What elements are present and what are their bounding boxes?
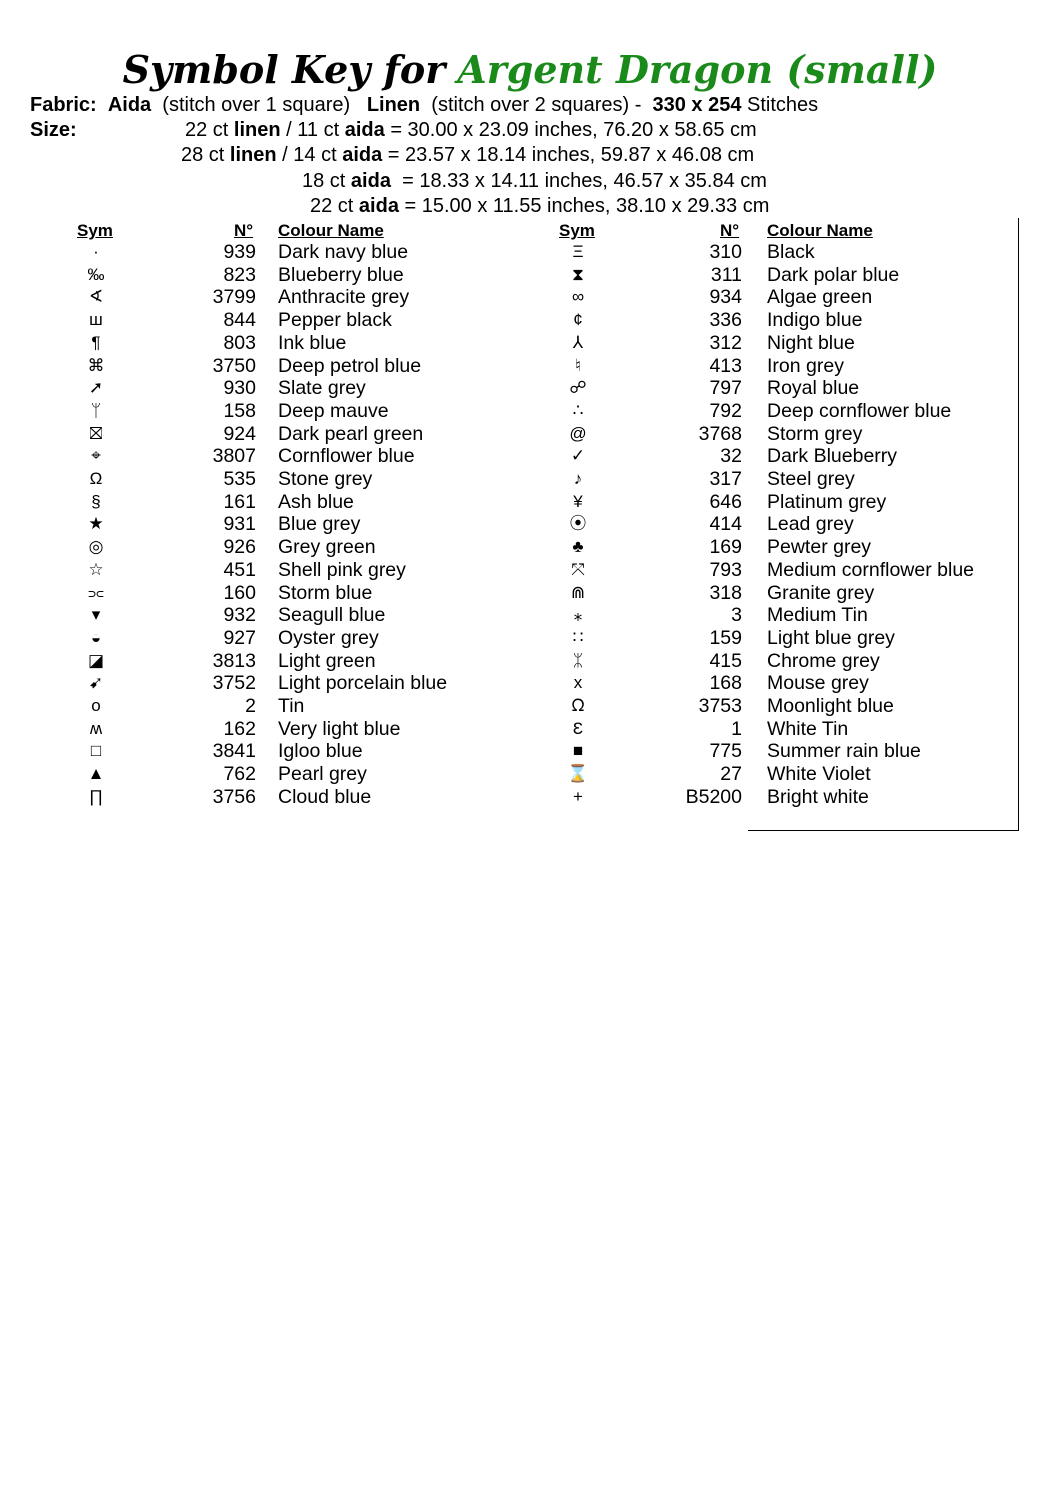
right-row <box>0 740 1060 763</box>
stitch-symbol: ♮ <box>574 355 582 375</box>
stitch-symbol: ♪ <box>573 469 583 488</box>
right-row <box>0 468 1060 491</box>
colour-name: Indigo blue <box>767 309 863 332</box>
right-row <box>0 309 1060 332</box>
thread-number: 934 <box>709 286 742 309</box>
size-line-2-fabric2: aida <box>342 144 383 166</box>
colour-name: Blueberry blue <box>278 263 404 286</box>
thread-number: 2 <box>245 695 256 717</box>
left-header-name: Colour Name <box>278 221 384 240</box>
stitch-symbol: ◪ <box>87 650 105 670</box>
stitch-symbol: ∢ <box>88 287 104 307</box>
colour-name: Granite grey <box>767 581 875 604</box>
thread-number: 3752 <box>212 672 256 695</box>
right-row <box>0 559 1060 582</box>
fabric-linen-note: (stitch over 2 squares) - <box>431 94 642 116</box>
title-pattern-name: Argent Dragon (small) <box>457 47 938 92</box>
thread-number: 535 <box>223 468 256 490</box>
colour-name: Igloo blue <box>278 740 363 763</box>
stitch-symbol: ⛝ <box>89 423 103 443</box>
left-header-num: N° <box>234 221 254 240</box>
size-line-2 <box>181 143 754 167</box>
colour-name: Anthracite grey <box>278 286 410 309</box>
colour-name: Oyster grey <box>278 626 379 649</box>
thread-number: 775 <box>709 740 742 763</box>
colour-name: Lead grey <box>767 513 854 536</box>
colour-name: Summer rain blue <box>767 740 921 763</box>
thread-number: 3750 <box>212 354 256 377</box>
thread-number: 159 <box>709 626 742 649</box>
right-row <box>0 786 1060 809</box>
thread-number: 924 <box>223 422 256 445</box>
stitch-symbol: ⤧ <box>571 559 585 579</box>
stitch-symbol: ▾ <box>91 605 101 625</box>
colour-name: Night blue <box>767 331 855 354</box>
stitch-symbol: ⧗ <box>572 264 584 284</box>
colour-name: Very light blue <box>278 717 401 740</box>
size-line-1-fabric: linen <box>233 119 281 141</box>
colour-name: Stone grey <box>278 468 373 490</box>
right-row <box>0 423 1060 446</box>
thread-number: 930 <box>223 377 256 400</box>
stitch-symbol: ш <box>89 310 103 330</box>
colour-name: Cloud blue <box>278 785 372 808</box>
size-line-1 <box>185 118 757 142</box>
thread-number: 336 <box>709 309 742 332</box>
stitch-symbol: ◎ <box>88 537 104 557</box>
colour-name: Deep cornflower blue <box>767 399 952 422</box>
colour-name: Medium Tin <box>767 604 868 627</box>
stitch-symbol: ⌘ <box>87 355 105 375</box>
stitch-symbol: ∷ <box>572 627 584 647</box>
fabric-linen: Linen <box>366 94 421 116</box>
stitch-symbol: ★ <box>88 514 104 534</box>
colour-name: Mouse grey <box>767 672 869 695</box>
size-line-1-count2: / 11 ct <box>286 119 340 141</box>
thread-number: 158 <box>223 399 256 422</box>
size-line-4 <box>310 194 769 218</box>
thread-number: 932 <box>223 604 256 627</box>
size-line-3-fabric: aida <box>350 170 391 192</box>
thread-number: 3768 <box>698 422 742 445</box>
right-row <box>0 718 1060 741</box>
colour-name: Steel grey <box>767 468 855 490</box>
colour-name: Light green <box>278 649 376 672</box>
stitch-symbol: x <box>573 673 583 693</box>
colour-name: White Violet <box>767 763 871 786</box>
right-row <box>0 650 1060 673</box>
colour-name: Bright white <box>767 785 869 808</box>
stitch-symbol: o <box>91 696 101 715</box>
thread-number: 3 <box>731 604 742 627</box>
fabric-label: Fabric: <box>30 94 97 116</box>
thread-number: 3813 <box>212 649 256 672</box>
stitch-symbol: ⌖ <box>91 446 101 466</box>
colour-name: Cornflower blue <box>278 445 415 468</box>
right-row <box>0 582 1060 605</box>
size-line-2-count: 28 ct <box>181 144 225 166</box>
size-line-1-dims: = 30.00 x 23.09 inches, 76.20 x 58.65 cm <box>390 119 757 141</box>
right-header-num: N° <box>720 221 740 240</box>
stitch-symbol: ʍ <box>89 718 103 738</box>
colour-name: White Tin <box>767 717 849 740</box>
thread-number: 844 <box>223 309 256 332</box>
colour-name: Platinum grey <box>767 490 887 513</box>
thread-number: B5200 <box>685 785 742 808</box>
right-header-sym: Sym <box>559 221 595 240</box>
right-row <box>0 355 1060 378</box>
colour-name: Tin <box>278 695 305 717</box>
stitch-symbol: ⫗ <box>88 582 104 602</box>
stitch-symbol: ➹ <box>88 673 104 693</box>
colour-name: Storm grey <box>767 422 863 445</box>
thread-number: 169 <box>709 536 742 559</box>
thread-number: 413 <box>709 354 742 377</box>
thread-number: 317 <box>709 468 742 490</box>
stitch-symbol: Ω <box>89 469 103 488</box>
right-row <box>0 241 1060 264</box>
stitch-count: 330 x 254 <box>652 94 742 116</box>
right-row <box>0 445 1060 468</box>
colour-name: Seagull blue <box>278 604 386 627</box>
colour-name: Storm blue <box>278 581 373 604</box>
stitch-symbol: ∴ <box>572 400 584 420</box>
stitch-symbol: ᘯ <box>571 696 585 715</box>
colour-name: Deep mauve <box>278 399 389 422</box>
colour-name: Royal blue <box>767 377 860 400</box>
right-row <box>0 763 1060 786</box>
right-row <box>0 672 1060 695</box>
right-row <box>0 332 1060 355</box>
size-line-2-dims: = 23.57 x 18.14 inches, 59.87 x 46.08 cm <box>387 144 755 166</box>
thread-number: 3753 <box>698 695 742 717</box>
fabric-aida-note: (stitch over 1 square) <box>162 94 351 116</box>
stitch-symbol: ✓ <box>570 446 586 466</box>
right-row <box>0 264 1060 287</box>
thread-number: 414 <box>709 513 742 536</box>
thread-number: 27 <box>720 763 742 786</box>
thread-number: 3756 <box>212 785 256 808</box>
colour-name: Pewter grey <box>767 536 872 559</box>
colour-name: Iron grey <box>767 354 844 377</box>
stitch-symbol: ☍ <box>569 378 587 398</box>
colour-name: Medium cornflower blue <box>767 558 975 581</box>
colour-name: Moonlight blue <box>767 695 894 717</box>
thread-number: 793 <box>709 558 742 581</box>
right-row <box>0 491 1060 514</box>
thread-number: 931 <box>223 513 256 536</box>
stitch-symbol: § <box>91 491 101 511</box>
colour-name: Dark polar blue <box>767 263 900 286</box>
colour-name: Light blue grey <box>767 626 895 649</box>
right-row <box>0 604 1060 627</box>
stitch-symbol: ◒ <box>90 627 102 647</box>
thread-number: 803 <box>223 331 256 354</box>
size-line-3 <box>302 169 767 193</box>
thread-number: 161 <box>223 490 256 513</box>
thread-number: 168 <box>709 672 742 695</box>
colour-name: Pepper black <box>278 309 392 332</box>
stitch-symbol: @ <box>569 423 587 443</box>
stitch-symbol: ⅄ <box>572 332 584 352</box>
thread-number: 32 <box>720 445 742 468</box>
size-line-4-dims: = 15.00 x 11.55 inches, 38.10 x 29.33 cm <box>404 195 770 217</box>
stitch-symbol: ☆ <box>88 559 104 579</box>
stitch-symbol: · <box>93 242 99 261</box>
right-row <box>0 286 1060 309</box>
thread-number: 3841 <box>212 740 256 763</box>
stitch-symbol: Ɛ <box>572 718 584 738</box>
stitch-symbol: ⋒ <box>570 582 586 602</box>
thread-number: 3807 <box>212 445 256 468</box>
thread-number: 310 <box>709 241 742 263</box>
size-line-2-fabric: linen <box>229 144 277 166</box>
colour-name: Algae green <box>767 286 873 309</box>
stitch-symbol: ‰ <box>87 264 105 284</box>
table-right-border <box>1018 218 1019 831</box>
thread-number: 415 <box>709 649 742 672</box>
size-line-3-count: 18 ct <box>302 170 346 192</box>
colour-name: Blue grey <box>278 513 361 536</box>
thread-number: 797 <box>709 377 742 400</box>
size-line-4-fabric: aida <box>358 195 399 217</box>
stitch-symbol: ⦿ <box>569 514 587 534</box>
thread-number: 3799 <box>212 286 256 309</box>
thread-number: 927 <box>223 626 256 649</box>
thread-number: 939 <box>223 241 256 263</box>
colour-name: Light porcelain blue <box>278 672 448 695</box>
right-row <box>0 695 1060 718</box>
stitch-symbol: ⌛ <box>567 764 589 784</box>
thread-number: 312 <box>709 331 742 354</box>
colour-name: Grey green <box>278 536 376 559</box>
colour-name: Deep petrol blue <box>278 354 422 377</box>
right-row <box>0 536 1060 559</box>
stitch-symbol: ᛯ <box>572 650 584 670</box>
thread-number: 160 <box>223 581 256 604</box>
size-line-1-fabric2: aida <box>344 119 385 141</box>
right-row <box>0 377 1060 400</box>
size-line-3-dims: = 18.33 x 14.11 inches, 46.57 x 35.84 cm <box>402 170 767 192</box>
thread-number: 318 <box>709 581 742 604</box>
thread-number: 823 <box>223 263 256 286</box>
stitch-symbol: Ξ <box>572 242 584 261</box>
stitch-symbol: ¶ <box>91 332 101 352</box>
table-bottom-border <box>748 830 1019 831</box>
stitch-symbol: ▲ <box>87 764 105 784</box>
colour-name: Pearl grey <box>278 763 367 786</box>
thread-number: 762 <box>223 763 256 786</box>
colour-name: Slate grey <box>278 377 366 400</box>
thread-number: 646 <box>709 490 742 513</box>
fabric-aida: Aida <box>107 94 152 116</box>
right-row <box>0 400 1060 423</box>
colour-name: Shell pink grey <box>278 558 406 581</box>
size-label: Size: <box>30 119 77 141</box>
size-line-2-count2: / 14 ct <box>282 144 337 166</box>
stitch-symbol: ♣ <box>572 537 584 557</box>
stitch-symbol: ∞ <box>571 287 585 307</box>
right-row <box>0 627 1060 650</box>
thread-number: 451 <box>223 558 256 581</box>
stitch-suffix: Stitches <box>747 94 819 116</box>
thread-number: 926 <box>223 536 256 559</box>
thread-number: 311 <box>710 263 742 286</box>
left-header-sym: Sym <box>77 221 113 240</box>
stitch-symbol: □ <box>90 741 102 761</box>
right-row <box>0 513 1060 536</box>
stitch-symbol: ¥ <box>573 491 583 511</box>
colour-name: Ash blue <box>278 490 354 513</box>
stitch-symbol: ¢ <box>573 310 583 330</box>
size-line-4-count: 22 ct <box>310 195 354 217</box>
title-prefix: Symbol Key for <box>122 47 446 92</box>
colour-name: Dark Blueberry <box>767 445 898 468</box>
thread-number: 162 <box>223 717 256 740</box>
page-title <box>0 40 1060 100</box>
stitch-symbol: + <box>573 786 583 806</box>
colour-name: Black <box>767 241 815 263</box>
stitch-symbol: ᛘ <box>90 400 102 420</box>
colour-name: Chrome grey <box>767 649 880 672</box>
colour-name: Dark navy blue <box>278 241 409 263</box>
thread-number: 792 <box>709 399 742 422</box>
size-line-1-count: 22 ct <box>185 119 229 141</box>
stitch-symbol: ■ <box>572 741 584 761</box>
stitch-symbol: ⁎ <box>573 605 583 625</box>
stitch-symbol: ∏ <box>89 786 103 806</box>
right-header-name: Colour Name <box>767 221 873 240</box>
thread-number: 1 <box>731 717 742 740</box>
colour-name: Dark pearl green <box>278 422 424 445</box>
fabric-line <box>30 93 818 117</box>
stitch-symbol: ➚ <box>88 378 104 398</box>
colour-name: Ink blue <box>278 331 347 354</box>
